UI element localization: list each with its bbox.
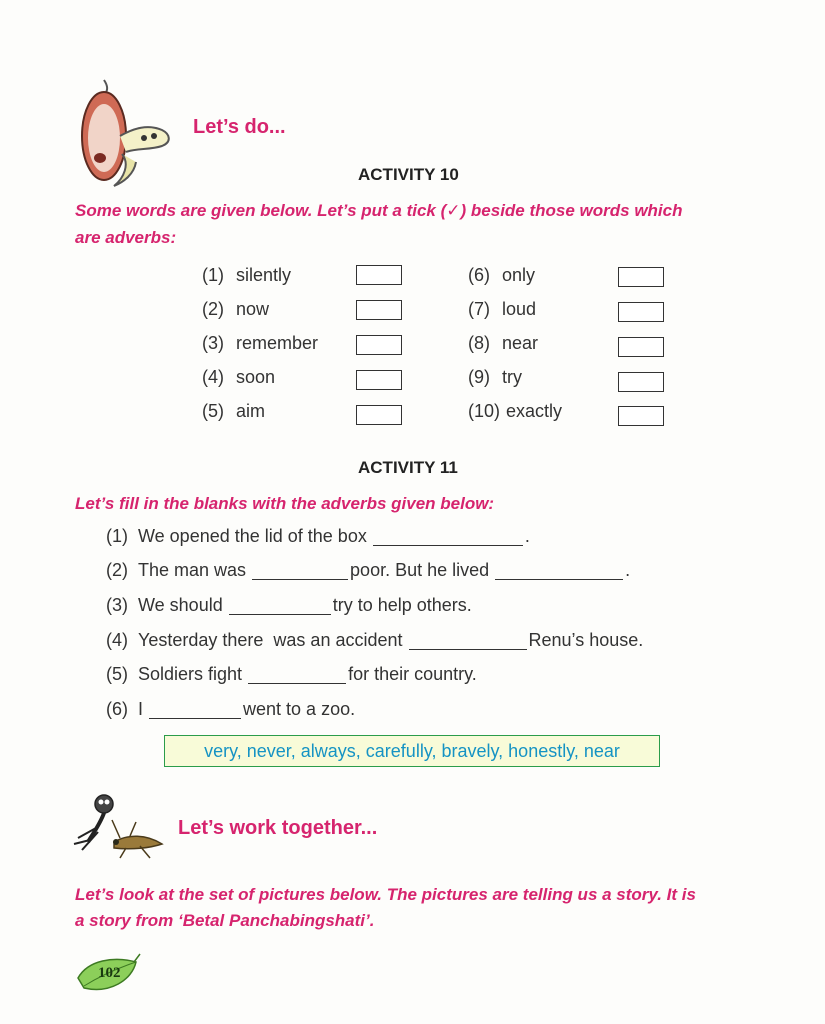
blank-field[interactable] [373, 527, 523, 546]
list-item: (2) The man was poor. But he lived . [106, 560, 631, 581]
list-item: (9) try [468, 366, 522, 387]
list-item: (6) I went to a zoo. [106, 698, 356, 719]
list-item: (5) Soldiers fight for their country. [106, 664, 477, 685]
adverb-word-bank: very, never, always, carefully, bravely, honestly, near [164, 735, 660, 767]
list-item: (5) aim [202, 400, 266, 421]
tick-box-10[interactable] [618, 406, 664, 426]
activity-11-instruction: Let’s fill in the blanks with the adverbs given below: [75, 494, 495, 513]
tick-box-3[interactable] [356, 335, 402, 355]
fill-in-blanks-list [106, 519, 746, 727]
story-line-2: a story from ‘Betal Panchabingshati’. [75, 911, 375, 930]
list-item: (2) now [202, 298, 270, 319]
activity-11-title: ACTIVITY 11 [358, 458, 458, 477]
tick-box-5[interactable] [356, 405, 402, 425]
activity-10-title: ACTIVITY 10 [358, 165, 459, 184]
tick-icon: ✓ [446, 201, 461, 220]
tick-box-2[interactable] [356, 300, 402, 320]
list-item: (6) only [468, 264, 536, 285]
adverb-list-right [468, 258, 608, 428]
tick-box-9[interactable] [618, 372, 664, 392]
blank-field[interactable] [252, 561, 348, 580]
tick-box-4[interactable] [356, 370, 402, 390]
tick-box-6[interactable] [618, 267, 664, 287]
adverb-list-left [202, 258, 342, 428]
insects-illustration [70, 792, 174, 862]
lets-work-together-heading: Let’s work together... [178, 817, 378, 839]
lets-do-heading: Let’s do... [193, 116, 286, 138]
story-instruction [75, 882, 795, 934]
list-item: (3) remember [202, 332, 319, 353]
page-number: 102 [98, 965, 121, 981]
blank-field[interactable] [409, 631, 527, 650]
tick-box-8[interactable] [618, 337, 664, 357]
story-line-1: Let’s look at the set of pictures below. The pictures are telling us a story. It is [75, 885, 696, 904]
bean-mascot-illustration [74, 78, 178, 194]
list-item: (1) silently [202, 264, 292, 285]
blank-field[interactable] [229, 596, 331, 615]
blank-field[interactable] [495, 561, 623, 580]
tick-box-7[interactable] [618, 302, 664, 322]
instruction-text-1: Some words are given below. Let’s put a tick ( [75, 201, 447, 220]
instruction-text-2: ) beside those words which [460, 201, 683, 220]
list-item: (7) loud [468, 298, 537, 319]
list-item: (3) We should try to help others. [106, 594, 472, 615]
blank-field[interactable] [149, 700, 241, 719]
blank-field[interactable] [248, 665, 346, 684]
activity-10-instruction [75, 197, 775, 251]
list-item: (10) exactly [468, 400, 563, 421]
list-item: (1) We opened the lid of the box . [106, 525, 530, 546]
list-item: (4) Yesterday there was an accident Renu’s house. [106, 629, 644, 650]
list-item: (4) soon [202, 366, 276, 387]
list-item: (8) near [468, 332, 539, 353]
instruction-text-3: are adverbs: [75, 228, 177, 247]
tick-box-1[interactable] [356, 265, 402, 285]
